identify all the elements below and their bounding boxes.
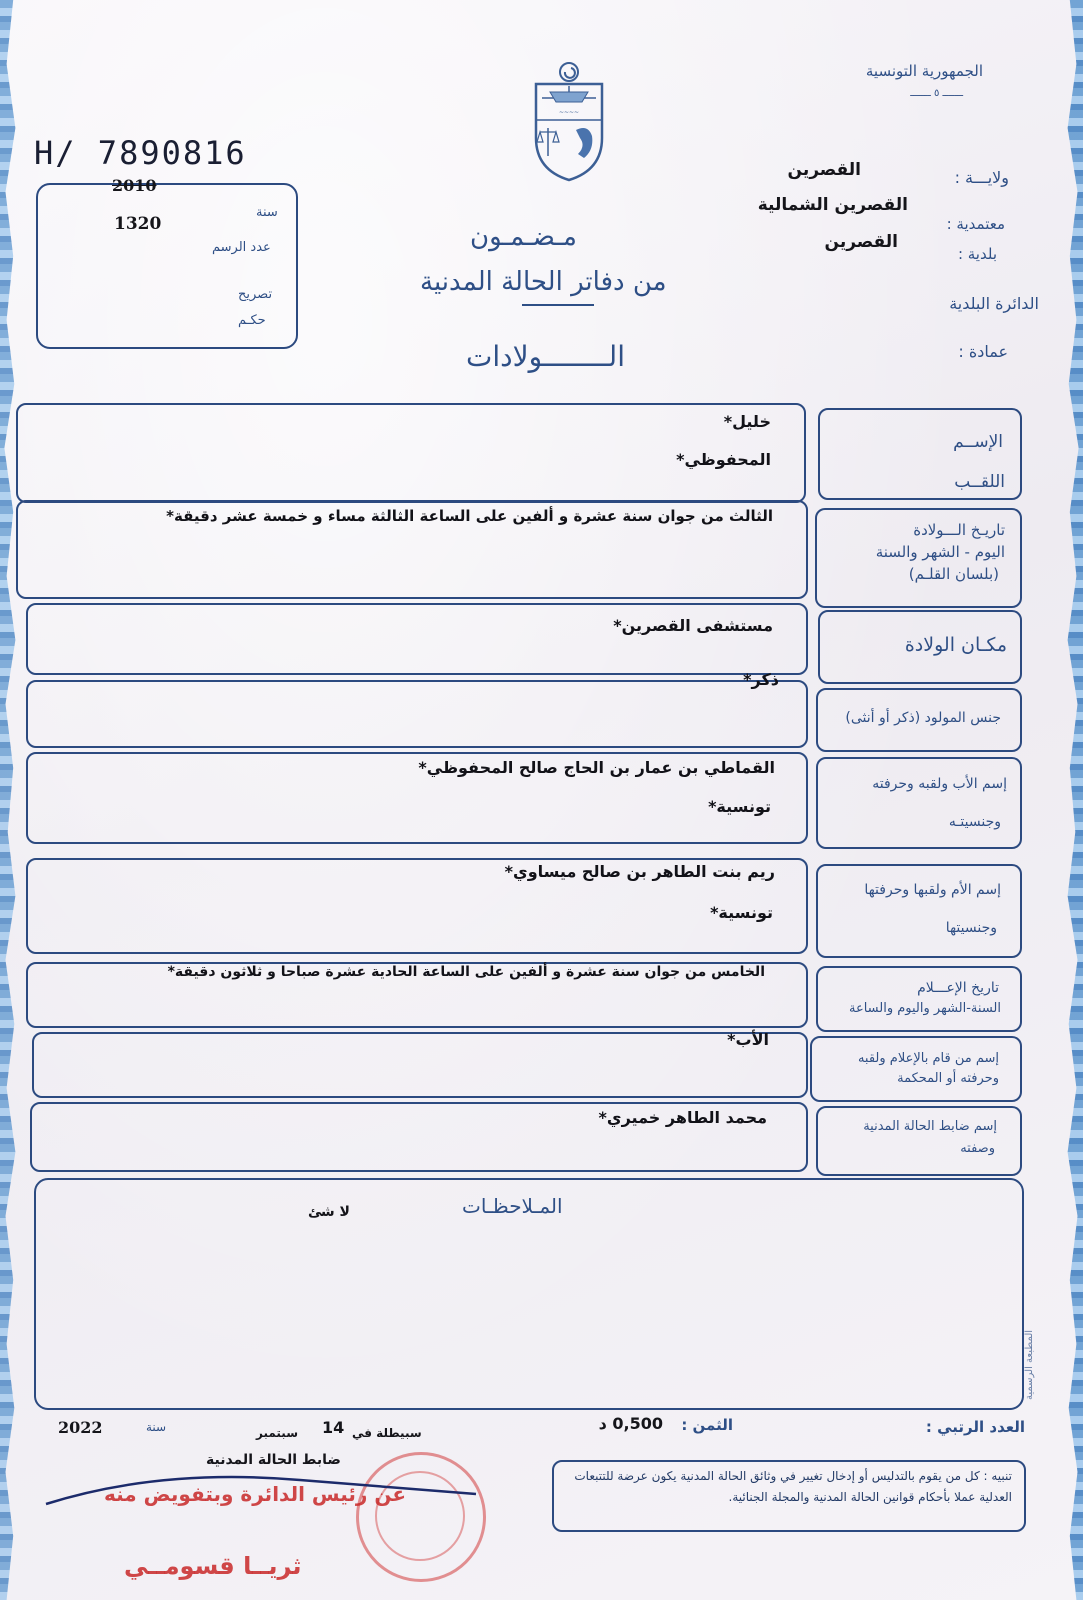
mother-nationality: تونسية* <box>710 903 773 922</box>
birth-place-value-box <box>26 603 808 675</box>
issue-month: سبتمبر <box>256 1426 299 1440</box>
birth-place-value: مستشفى القصرين* <box>613 616 773 635</box>
issue-year-label: سنة <box>146 1420 167 1434</box>
official-stamp <box>356 1452 486 1582</box>
issue-year-value: 2022 <box>58 1418 103 1437</box>
issue-day: 14 <box>322 1418 345 1437</box>
svg-text:~~~~: ~~~~ <box>558 109 580 116</box>
surname-label: اللقــب <box>954 472 1005 492</box>
declaration-date-label-2: السنة-الشهر واليوم والساعة <box>848 1001 1001 1016</box>
remarks-label: المـلاحظـات <box>462 1194 563 1218</box>
birth-date-label-3: (بلسان القلـم) <box>908 565 999 583</box>
father-label-2: وجنسيتـه <box>948 814 1001 830</box>
title-births: الــــــــولادات <box>466 340 625 373</box>
header-divider: ـــــــ ٥ ـــــــ <box>910 88 963 99</box>
father-label-box <box>816 757 1022 849</box>
sex-label: جنس المولود (ذكر أو أنثى) <box>845 710 1001 726</box>
remarks-value: لا شئ <box>308 1204 350 1220</box>
sex-value: ذكر* <box>743 670 779 689</box>
officer-value: محمد الطاهر خميري* <box>598 1108 767 1127</box>
price-label: الثمن : <box>681 1416 733 1434</box>
title-extract: مـضـمـون <box>470 222 577 252</box>
surname-value: المحفوظي* <box>676 450 771 469</box>
mother-label-2: وجنسيتها <box>945 920 997 936</box>
declarant-label-box <box>810 1036 1022 1102</box>
birth-date-value: الثالث من جوان سنة عشرة و ألفين على الساعة الثالثة مساء و خمسة عشر دقيقة* <box>166 507 773 525</box>
serial-number: H/ 7890816 <box>34 134 247 172</box>
signature-name: ثريــا قسومــي <box>124 1552 302 1580</box>
perforated-edge-right <box>1061 0 1083 1600</box>
register-year-label: سنة <box>256 205 278 220</box>
register-year-value: 2010 <box>112 176 157 195</box>
wilaya-value: القصرين <box>787 160 861 180</box>
register-act-number-value: 1320 <box>114 214 162 234</box>
declaration-date-label-box <box>816 966 1022 1032</box>
father-label-1: إسم الأب ولقبه وحرفته <box>872 776 1007 792</box>
declarant-label-1: إسم من قام بالإعلام ولقبه <box>857 1051 999 1066</box>
issue-place: سبيطلة في <box>352 1426 422 1440</box>
declarant-value: الأب* <box>727 1030 769 1049</box>
baladia-value: القصرين <box>824 232 898 252</box>
motamadia-value: القصرين الشمالية <box>757 195 908 215</box>
declaration-date-label-1: تاريخ الإعـــلام <box>917 980 999 996</box>
tunisia-coat-of-arms-icon <box>528 58 610 182</box>
daira-label: الدائرة البلدية <box>949 294 1039 313</box>
father-value: القماطي بن عمار بن الحاج صالح المحفوظي* <box>418 758 775 777</box>
printer-mark: المطبعة الرسمية <box>1024 1329 1035 1400</box>
mother-value: ريم بنت الطاهر بن صالح ميساوي* <box>504 862 775 881</box>
mother-label-1: إسم الأم ولقبها وحرفتها <box>864 882 1001 898</box>
omada-label: عمادة : <box>958 342 1008 361</box>
republic-title: الجمهورية التونسية <box>865 62 983 80</box>
birth-date-label-1: تاريـخ الـــولادة <box>913 521 1005 539</box>
register-declaration-label: تصريح <box>238 287 273 302</box>
declarant-value-box <box>32 1032 808 1098</box>
wilaya-label: ولايـــة : <box>954 168 1009 187</box>
register-judgment-label: حكـم <box>238 313 266 328</box>
birth-date-label-2: اليوم - الشهر والسنة <box>875 543 1005 561</box>
motamadia-label: معتمدية : <box>946 215 1005 233</box>
price-value: 0,500 د <box>598 1414 663 1433</box>
name-value: خليل* <box>723 412 771 431</box>
perforated-edge-left <box>0 0 22 1600</box>
officer-label-2: وصفته <box>960 1141 995 1156</box>
title-underline <box>522 304 594 306</box>
birth-place-label: مكـان الولادة <box>904 634 1007 656</box>
register-act-number-label: عدد الرسم <box>212 240 271 255</box>
sex-value-box <box>26 680 808 748</box>
officer-label-1: إسم ضابط الحالة المدنية <box>863 1119 997 1134</box>
officer-title: ضابط الحالة المدنية <box>206 1452 341 1468</box>
signature-delegation: عن رئيس الدائرة وبتفويض منه <box>104 1482 407 1506</box>
father-nationality: تونسية* <box>708 797 771 816</box>
notice-text: تنبيه : كل من يقوم بالتدليس أو إدخال تغيير في وثائق الحالة المدنية يكون عرضة للتتبعات العدلية عملا بأحكام قوانين الحالة المدنية والمجلة الجنائية. <box>574 1469 1012 1504</box>
declarant-label-2: وحرفته أو المحكمة <box>897 1071 999 1086</box>
name-label: الإســم <box>953 432 1003 452</box>
baladia-label: بلدية : <box>957 245 997 263</box>
title-civil-registry: من دفاتر الحالة المدنية <box>420 267 667 297</box>
declaration-date-value: الخامس من جوان سنة عشرة و ألفين على الساعة الحادية عشرة صباحا و ثلاثون دقيقة* <box>167 964 765 980</box>
mother-label-box <box>816 864 1022 958</box>
footer-serial-label: العدد الرتبي : <box>925 1418 1025 1436</box>
